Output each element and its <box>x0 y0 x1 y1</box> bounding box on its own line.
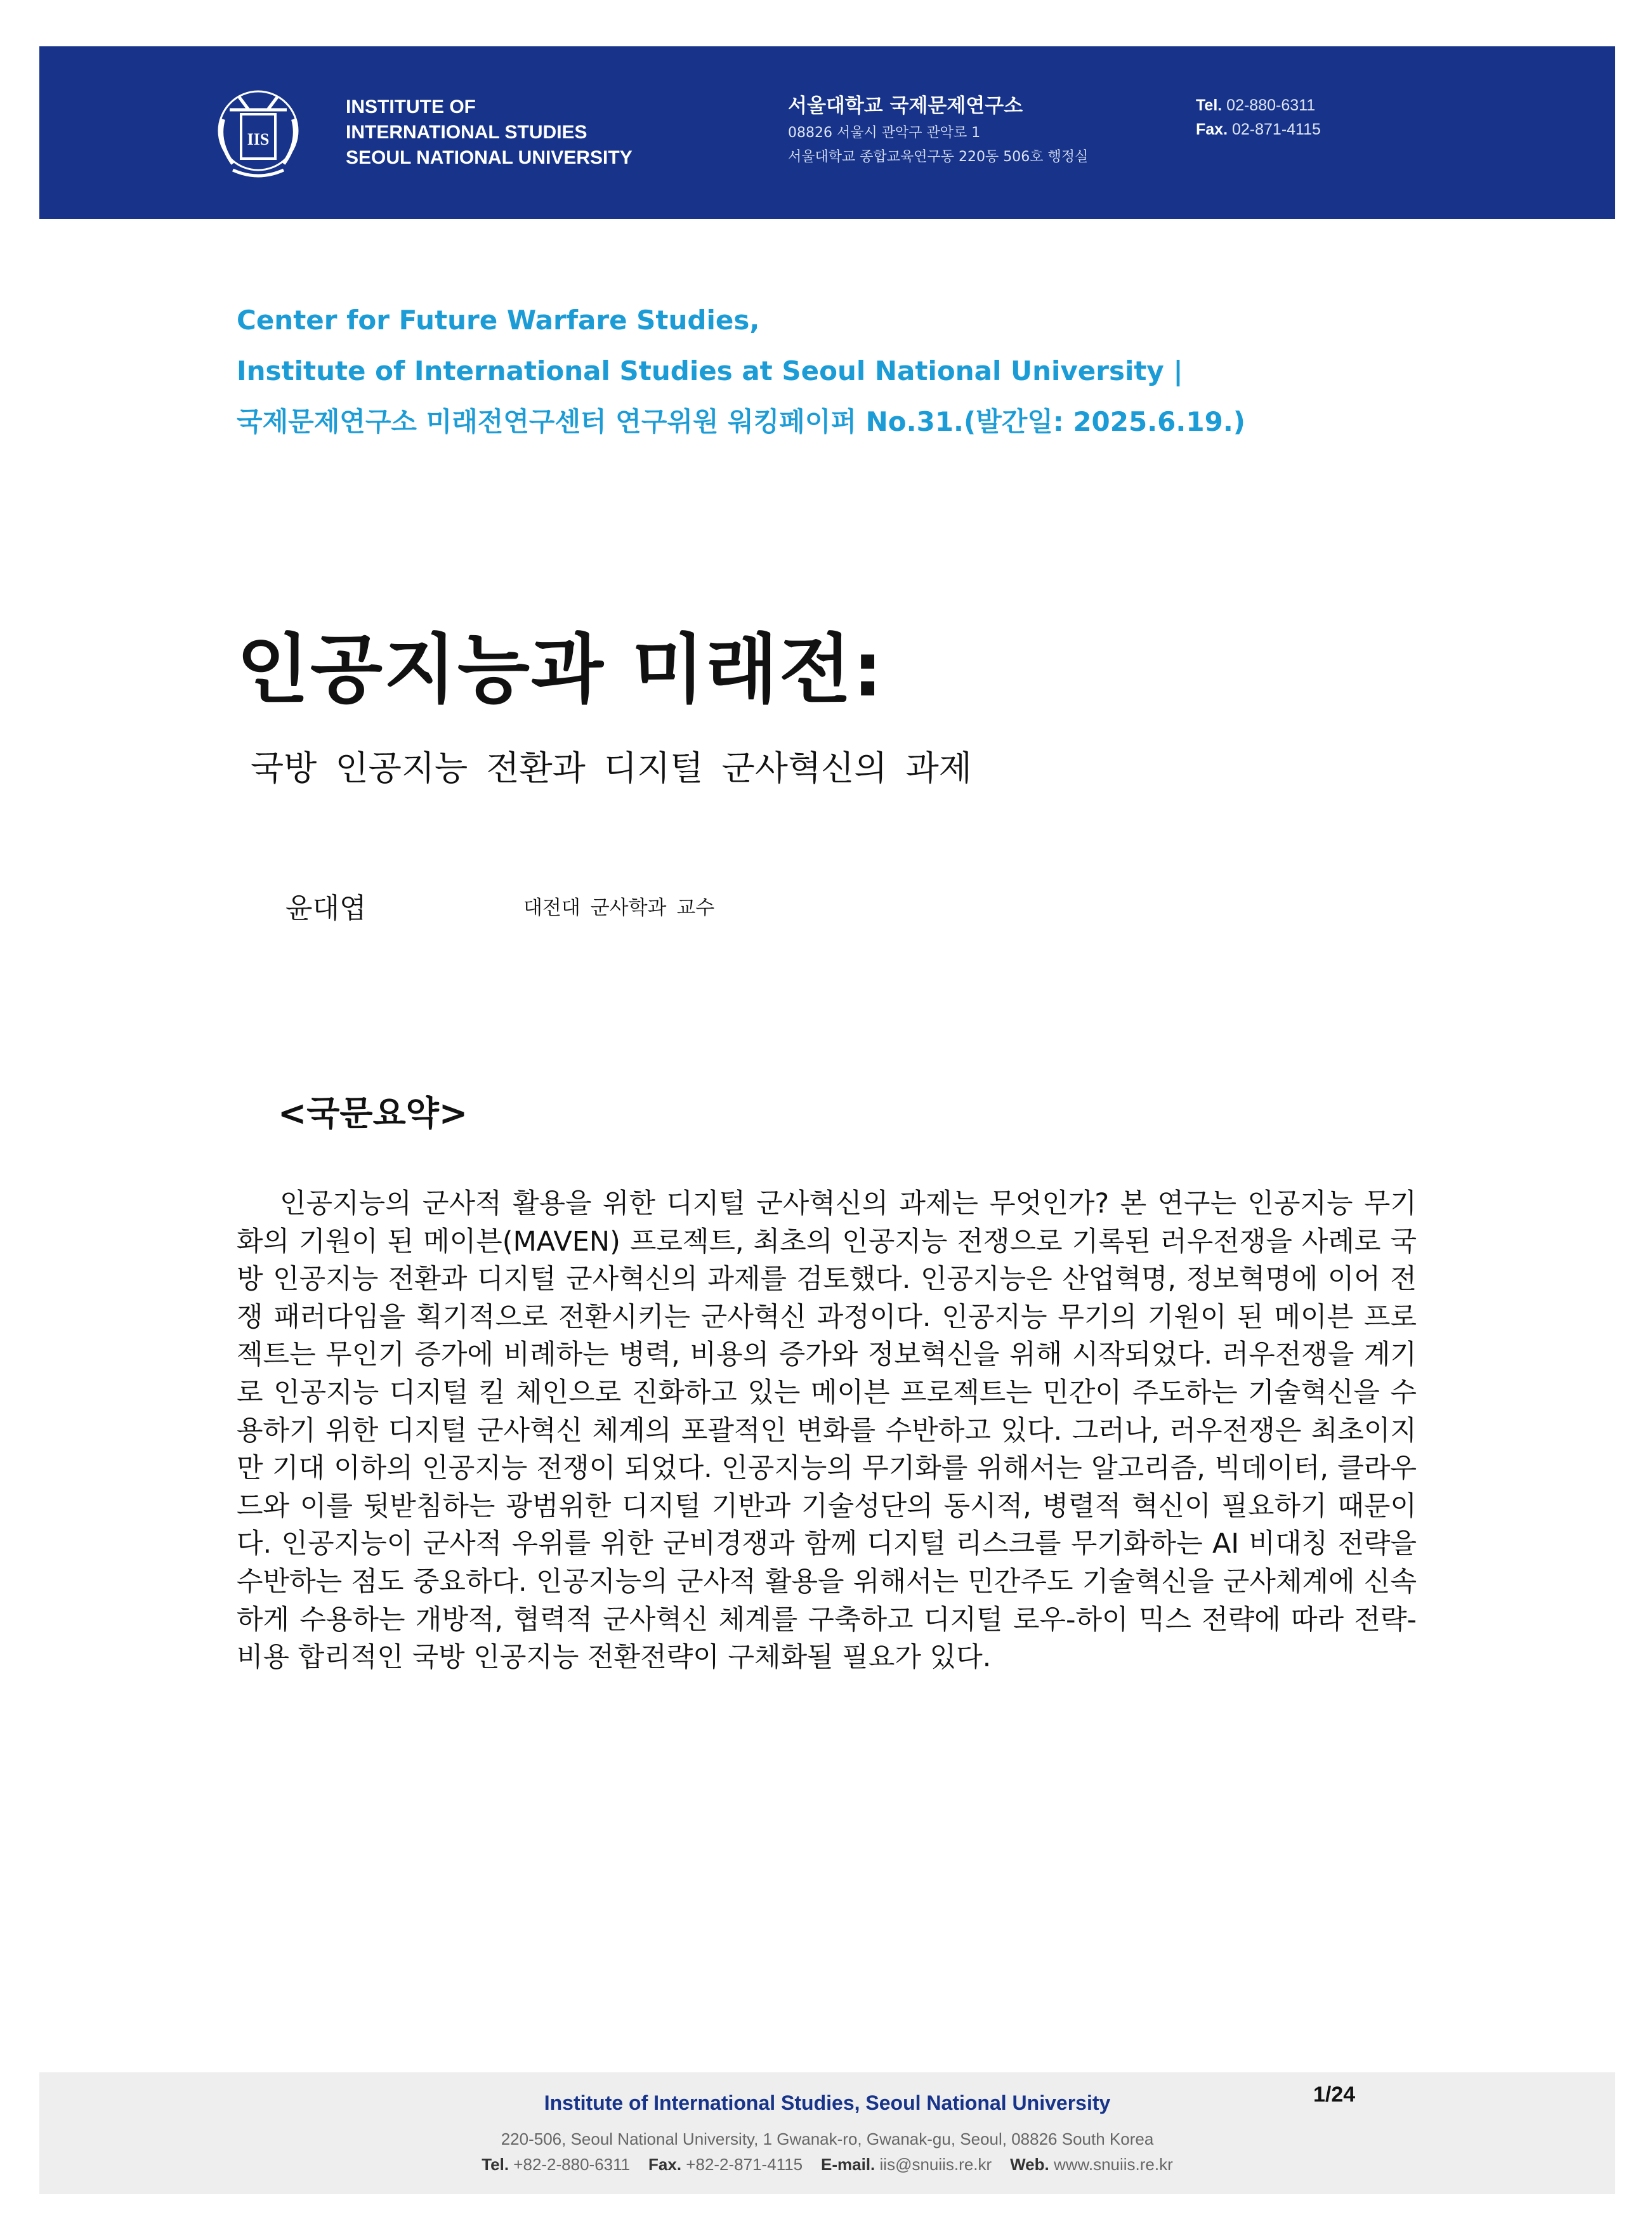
tel-label: Tel. <box>1196 96 1223 114</box>
institute-name-en <box>346 95 633 171</box>
author-affiliation: 대전대 군사학과 교수 <box>523 897 715 919</box>
footer-contact <box>39 2155 1615 2175</box>
abstract-body: 인공지능의 군사적 활용을 위한 디지털 군사혁신의 과제는 무엇인가? 본 연구는 인공지능 무기화의 기원이 된 메이븐(MAVEN) 프로젝트, 최초의 인공지능 전쟁으로 기록된 러우전쟁을 사례로 국방 인공지능 전환과 디지털 군사혁신의 과제를 검토했다. 인공지능은 산업혁명, 정보혁명에 이어 전쟁 패러다임을 획기적으로 전환시키는 군사혁신 과정이다. 인공지능 무기의 기원이 된 메이븐 프로젝트는 무인기 증가에 비례하는 병력, 비용의 증가와 정보혁신을 위해 시작되었다. 러우전쟁을 계기로 인공지능 디지털 킬 체인으로 진화하고 있는 메이븐 프로젝트는 민간이 주도하는 기술혁신을 수용하기 위한 디지털 군사혁신 체계의 포괄적인 변화를 수반하고 있다. 그러나, 러우전쟁은 최초이지만 기대 이하의 인공지능 전쟁이 되었다. 인공지능의 무기화를 위해서는 알고리즘, 빅데이터, 클라우드와 이를 뒷받침하는 광범위한 디지털 기반과 기술성단의 동시적, 병렬적 혁신이 필요하기 때문이다. 인공지능이 군사적 우위를 위한 군비경쟁과 함께 디지털 리스크를 무기화하는 AI 비대칭 전략을 수반하는 점도 중요하다. 인공지능의 군사적 활용을 위해서는 민간주도 기술혁신을 군사체계에 신속하게 수용하는 개방적, 협력적 군사혁신 체계를 구축하고 디지털 로우-하이 믹스 전략에 따라 전략-비용 합리적인 국방 인공지능 전환전략이 구체화될 필요가 있다. <box>237 1188 1417 1674</box>
logo-text: IIS <box>247 130 270 148</box>
header-band <box>39 46 1615 219</box>
footer <box>39 2072 1615 2194</box>
footer-tel-value: +82-2-880-6311 <box>513 2155 631 2174</box>
series-info <box>237 295 1245 447</box>
tel-value: 02-880-6311 <box>1226 96 1316 114</box>
series-line: 국제문제연구소 미래전연구센터 연구위원 워킹페이퍼 No.31.(발간일: 2025.6.19.) <box>237 406 1245 437</box>
footer-tel-label: Tel. <box>482 2155 509 2174</box>
footer-org: Institute of International Studies, Seoul National University <box>544 2091 1111 2114</box>
series-line: Center for Future Warfare Studies, <box>237 305 760 336</box>
fax-value: 02-871-4115 <box>1231 121 1321 138</box>
institute-name-kr: 서울대학교 국제문제연구소 <box>788 95 1023 117</box>
series-line: Institute of International Studies at Seoul National University | <box>237 355 1183 386</box>
header-contact <box>1196 93 1321 141</box>
footer-web-value[interactable]: www.snuiis.re.kr <box>1053 2155 1173 2174</box>
footer-email-label: E-mail. <box>821 2155 875 2174</box>
address-line: 서울대학교 종합교육연구동 220동 506호 행정실 <box>788 149 1089 165</box>
snu-emblem-icon <box>211 81 306 183</box>
institute-name-line: INSTITUTE OF <box>346 96 476 117</box>
address-line: 08826 서울시 관악구 관악로 1 <box>788 125 981 141</box>
abstract-heading: <국문요약> <box>278 1093 468 1133</box>
footer-web-label: Web. <box>1010 2155 1049 2174</box>
footer-email-value[interactable]: iis@snuiis.re.kr <box>879 2155 992 2174</box>
footer-address: 220-506, Seoul National University, 1 Gwanak-ro, Gwanak-gu, Seoul, 08826 South Korea <box>501 2129 1154 2148</box>
author-name: 윤대엽 <box>285 892 367 924</box>
institute-name-line: INTERNATIONAL STUDIES <box>346 122 587 143</box>
institute-name-line: SEOUL NATIONAL UNIVERSITY <box>346 147 633 168</box>
page-number: 1/24 <box>1313 2083 1356 2107</box>
footer-fax-label: Fax. <box>648 2155 682 2174</box>
footer-fax-value: +82-2-871-4115 <box>686 2155 803 2174</box>
paper-subtitle: 국방 인공지능 전환과 디지털 군사혁신의 과제 <box>251 748 972 788</box>
fax-label: Fax. <box>1196 121 1228 138</box>
paper-title: 인공지능과 미래전: <box>237 626 884 713</box>
institute-info-kr <box>788 91 1088 169</box>
